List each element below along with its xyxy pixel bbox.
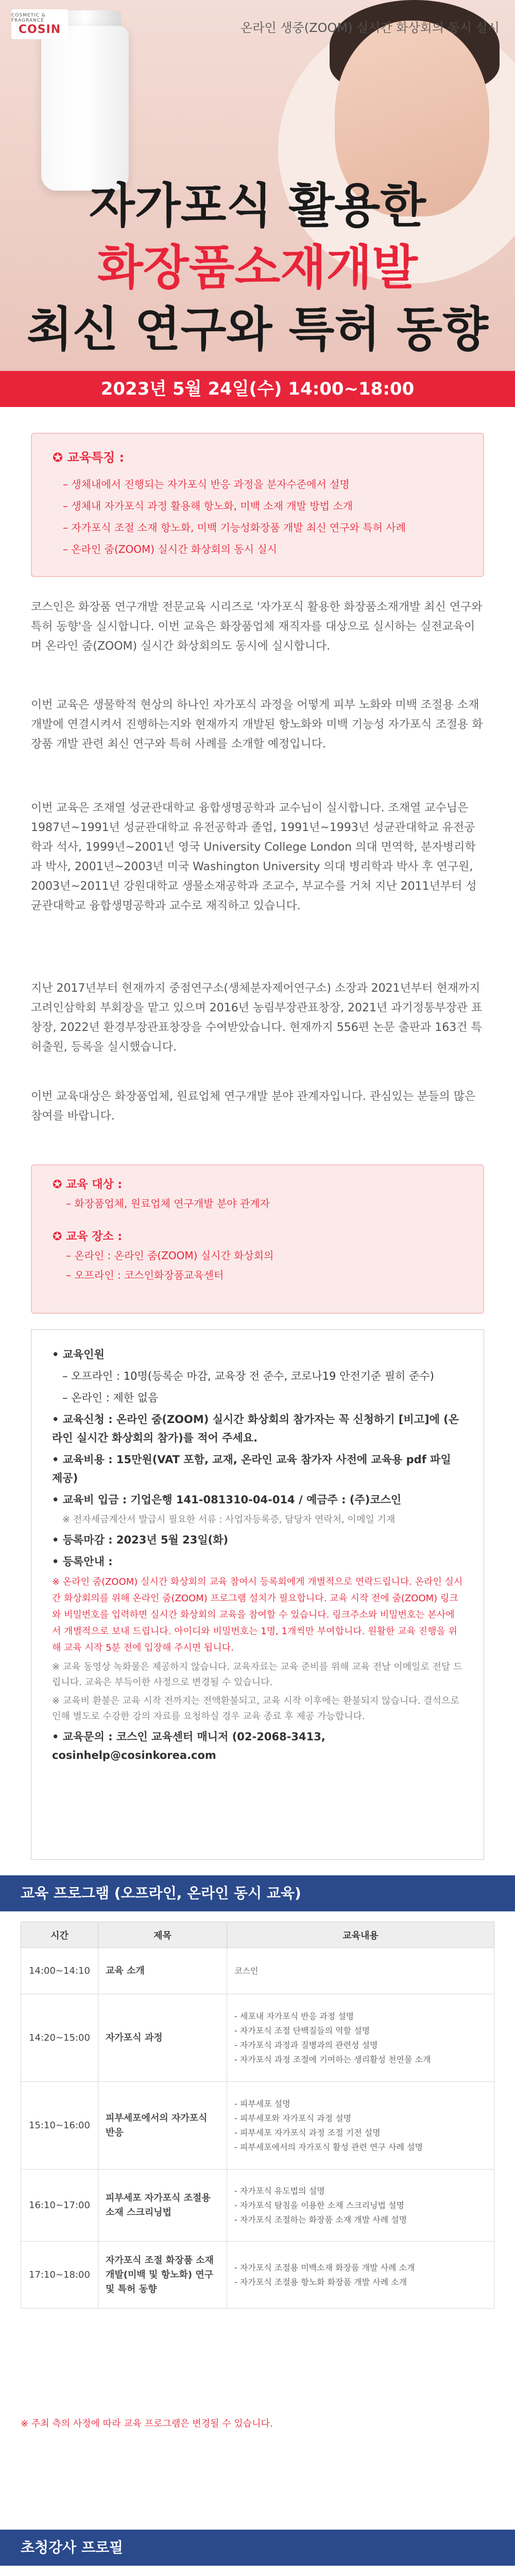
- schedule-subject: 교육 소개: [98, 1948, 227, 1994]
- intro-paragraph-5: 이번 교육대상은 화장품업체, 원료업체 연구개발 분야 관계자입니다. 관심있는 분들의 많은 참여를 바랍니다.: [31, 1090, 476, 1123]
- place-item: – 오프라인 : 코스인화장품교육센터: [66, 1269, 224, 1281]
- schedule-subject: 피부세포 자가포식 조절용 소재 스크리닝법: [98, 2170, 227, 2242]
- features-list: [53, 473, 462, 560]
- intro-paragraph-3: 이번 교육은 조재열 성균관대학교 융합생명공학과 교수님이 실시합니다. 조재열 교수님은 1987년~1991년 성균관대학교 유전공학과 졸업, 1991년~1993년 성균관대학교 유전공학과 석사, 1999년~2001년 영국 University College London 의대 면역학, 분자병리학과 박사, 2001년~2003년 미국 Washington University 의대 병리학과 박사 후 연구원, 2003년~2011년 강원대학교 생물소재공학과 조교수, 부교수를 거쳐 지난 2011년부터 성균관대학교 융합생명공학과 교수로 재직하고 있습니다.: [31, 802, 477, 912]
- intro-paragraph-1: 코스인은 화장품 연구개발 전문교육 시리즈로 '자가포식 활용한 화장품소재개발 최신 연구와 특허 동향'을 실시합니다. 이번 교육은 화장품업체 재직자를 대상으로 실시하는 실전교육이며 온라인 줌(ZOOM) 실시간 화상회의도 동시에 실시합니다.: [31, 601, 483, 653]
- table-row: [21, 2082, 494, 2170]
- notice-grey: ※ 교육 동영상 녹화물은 제공하지 않습니다. 교육자료는 교육 준비를 위해 교육 전날 이메일로 전달 드립니다. 교육은 부득이한 사정으로 변경될 수 있습니다.: [52, 1662, 462, 1688]
- schedule-header-subject: 제목: [98, 1922, 227, 1948]
- schedule-time: 14:20~15:00: [21, 1994, 98, 2082]
- capacity-item: – 오프라인 : 10명(등록순 마감, 교육장 전 준수, 코로나19 안전기준 필히 준수): [62, 1370, 434, 1382]
- deadline-text: • 등록마감 : 2023년 5월 23일(화): [52, 1534, 229, 1546]
- bullet-icon: ✪: [53, 1230, 66, 1243]
- table-row: [21, 1994, 494, 2082]
- intro-paragraph-2: 이번 교육은 생물학적 현상의 하나인 자가포식 과정을 어떻게 피부 노화와 미백 조절용 소재 개발에 연결시켜서 진행하는지와 현재까지 개발된 항노화와 미백 기능성 자가포식 조절용 화장품 개발 관련 최신 연구와 특허 사례를 소개할 예정입니다.: [31, 699, 483, 751]
- schedule-header-time: 시간: [21, 1922, 98, 1948]
- intro-paragraph-4: 지난 2017년부터 현재까지 중점연구소(생체분자제어연구소) 소장과 2021년부터 현재까지 고려인삼학회 부회장을 맡고 있으며 2016년 농림부장관표창장, 2021년 과기정통부장관 표창장, 2022년 환경부장관표창장을 수여받았습니다. 현재까지 556편 논문 출판과 163건 특허출원, 등록을 실시했습니다.: [31, 982, 483, 1054]
- target-item: – 화장품업체, 원료업체 연구개발 분야 관계자: [66, 1197, 270, 1210]
- schedule-content: - 자가포식 조절용 미백소재 화장품 개발 사례 소개 - 자가포식 조절용 항노화 화장품 개발 사례 소개: [227, 2242, 494, 2309]
- target-title: ✪ 교육 대상 :: [53, 1178, 123, 1191]
- registration-info: [31, 1329, 484, 1860]
- event-date-bar: 2023년 5월 24일(수) 14:00~18:00: [0, 371, 515, 407]
- hero-title-line2: 화장품소재개발: [97, 240, 418, 295]
- schedule-note: ※ 주최 측의 사정에 따라 교육 프로그램은 변경될 수 있습니다.: [21, 2418, 273, 2429]
- hero-banner: [0, 0, 515, 407]
- place-item: – 온라인 : 온라인 줌(ZOOM) 실시간 화상회의: [66, 1249, 274, 1262]
- product-bottle-image: [41, 26, 129, 191]
- bullet-icon: ✪: [53, 450, 67, 465]
- account-text: • 교육비 입금 : 기업은행 141-081310-04-014 / 예금주 : (주)코스인: [52, 1494, 402, 1506]
- hero-top-tag: 온라인 생중(ZOOM) 실시간 화상회의 동시 실시: [241, 21, 500, 35]
- schedule-section-header: 교육 프로그램 (오프라인, 온라인 동시 교육): [0, 1875, 515, 1911]
- place-title: ✪ 교육 장소 :: [53, 1230, 123, 1243]
- bullet-icon: ✪: [53, 1178, 66, 1191]
- feature-item: – 자가포식 조절 소재 항노화, 미백 기능성화장품 개발 최신 연구와 특허 사례: [63, 521, 406, 534]
- feature-item: – 생체내 자가포식 과정 활용해 항노화, 미백 소재 개발 방법 소개: [63, 500, 353, 512]
- notice-red: ※ 온라인 줌(ZOOM) 실시간 화상회의 교육 참여시 등록회에게 개별적으로 연락드립니다. 온라인 실시간 화상회의를 위해 온라인 줌(ZOOM) 프로그램 설치가 필요합니다. 교육 시작 전에 줌(ZOOM) 링크와 비밀번호를 입력하면 실시간 화상회의 교육을 참여할 수 있습니다. 링크주소와 비밀번호는 본사에서 개별적으로 보내 드립니다. 아이디와 비밀번호는 1명, 1개씩만 부여합니다. 원활한 교육 진행을 위해 교육 시작 5분 전에 입장해 주시면 됩니다.: [52, 1577, 463, 1653]
- account-note: ※ 전자세금계산서 발급시 필요한 서류 : 사업자등록증, 담당자 연락처, 이메일 기재: [62, 1514, 396, 1525]
- capacity-title: • 교육인원: [52, 1348, 105, 1361]
- target-place-box: [31, 1164, 484, 1314]
- notice-title: • 등록안내 :: [52, 1555, 113, 1568]
- features-box: [31, 433, 484, 577]
- feature-item: – 온라인 줌(ZOOM) 실시간 화상회의 동시 실시: [63, 543, 277, 555]
- schedule-table: [21, 1922, 494, 2309]
- fee-text: • 교육비용 : 15만원(VAT 포함, 교재, 온라인 교육 참가자 사전에 교육용 pdf 파일 제공): [52, 1453, 451, 1484]
- notice-grey: ※ 교육비 환불은 교육 시작 전까지는 전액환불되고, 교육 시작 이후에는 환불되지 않습니다. 결석으로 인해 별도로 수강한 강의 자료를 요청하실 경우 교육 종료 후 제공 가능합니다.: [52, 1696, 459, 1722]
- schedule-time: 17:10~18:00: [21, 2242, 98, 2309]
- schedule-content: - 세포내 자가포식 반응 과정 설명 - 자가포식 조절 단백질들의 역할 설명 - 자가포식 과정과 질병과의 관련성 설명 - 자가포식 과정 조절에 기여하는 생리활성 천연물 소개: [227, 1994, 494, 2082]
- contact-text[interactable]: • 교육문의 : 코스인 교육센터 매니저 (02-2068-3413, cosinhelp@cosinkorea.com: [52, 1731, 325, 1761]
- hero-title-line1: 자가포식 활용한: [89, 178, 426, 233]
- schedule-subject: 자가포식 조절 화장품 소재개발(미백 및 항노화) 연구 및 특허 동향: [98, 2242, 227, 2309]
- schedule-content: - 자가포식 유도법의 설명 - 자가포식 탐침을 이용한 소재 스크리닝법 설명 - 자가포식 조절하는 화장품 소재 개발 사례 설명: [227, 2170, 494, 2242]
- hero-title: [0, 175, 515, 361]
- logo-wordmark: COSIN: [18, 23, 61, 36]
- apply-text: • 교육신청 : 온라인 줌(ZOOM) 실시간 화상회의 참가자는 꼭 신청하기 [비고]에 (온라인 실시간 화상회의 참가)를 적어 주세요.: [52, 1413, 459, 1444]
- schedule-time: 16:10~17:00: [21, 2170, 98, 2242]
- cosin-logo[interactable]: [11, 9, 68, 39]
- table-row: [21, 2242, 494, 2309]
- schedule-content: 코스인: [227, 1948, 494, 1994]
- schedule-subject: 피부세포에서의 자가포식 반응: [98, 2082, 227, 2170]
- schedule-header-content: 교육내용: [227, 1922, 494, 1948]
- logo-subtitle: COSMETIC & FRAGRANCE: [11, 12, 46, 23]
- schedule-time: 15:10~16:00: [21, 2082, 98, 2170]
- schedule-time: 14:00~14:10: [21, 1948, 98, 1994]
- feature-item: – 생체내에서 진행되는 자가포식 반응 과정을 분자수준에서 설명: [63, 478, 350, 490]
- table-row: [21, 1948, 494, 1994]
- schedule-content: - 피부세포 설명 - 피부세포와 자가포식 과정 설명 - 피부세포 자가포식 과정 조절 기전 설명 - 피부세포에서의 자가포식 활성 관련 연구 사례 설명: [227, 2082, 494, 2170]
- schedule-subject: 자가포식 과정: [98, 1994, 227, 2082]
- hero-title-line3: 최신 연구와 특허 동향: [27, 302, 488, 357]
- features-title: ✪ 교육특징 :: [53, 450, 125, 465]
- lecturer-section-header: 초청강사 프로필: [0, 2530, 515, 2566]
- capacity-item: – 온라인 : 제한 없음: [62, 1392, 159, 1404]
- table-row: [21, 2170, 494, 2242]
